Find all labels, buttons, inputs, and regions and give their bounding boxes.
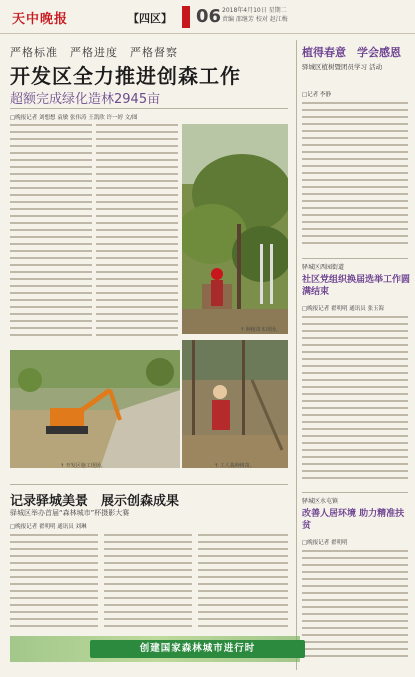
lead-subhead: 超额完成绿化造林2945亩: [10, 92, 161, 107]
section-label: 【四区】: [128, 12, 172, 25]
story2-title: 社区党组织换届选举工作圆满结束: [302, 275, 411, 297]
lead-headline: 开发区全力推进创森工作: [10, 64, 241, 88]
story1-title: 植得春意 学会感恩: [302, 46, 401, 59]
section2-byline: □晚报记者 翟明明 通讯员 刘琳: [10, 524, 87, 530]
newspaper-logo: 天中晚报: [12, 12, 69, 27]
story3-kicker: 驿城区水屯镇: [302, 498, 339, 505]
photo-workers: [182, 340, 288, 468]
divider: [10, 484, 288, 485]
date-line: 2018年4月10日 星期二 责编 邵继芳 校对 赵江梅: [222, 7, 288, 23]
story3-body: [302, 550, 408, 668]
divider: [302, 492, 408, 493]
divider: [10, 108, 288, 109]
lead-kicker: 严格标准 严格进度 严格督察: [10, 46, 178, 59]
story2-body: [302, 316, 408, 486]
column-divider: [296, 40, 297, 670]
section2-title: 记录驿城美景 展示创森成果: [10, 494, 180, 509]
story3-byline: □晚报记者 翟明明: [302, 540, 348, 546]
section2-body-col1: [10, 534, 98, 634]
story1-subtitle: 驿城区植树暨团员学习 活动: [302, 63, 383, 71]
story1-body: [302, 102, 408, 252]
story3-title: 改善人居环境 助力精准扶贫: [302, 509, 405, 531]
masthead-red-bar: [182, 6, 190, 28]
story2-byline: □晚报记者 翟明明 通讯员 张玉海: [302, 306, 384, 312]
lead-body-col2: [96, 124, 178, 344]
photo2-caption: ↑ 工人栽种树苗。: [214, 463, 255, 469]
masthead: [0, 0, 415, 34]
section2-body-col2: [104, 534, 192, 634]
campaign-banner: 创建国家森林城市进行时: [90, 640, 305, 658]
lead-byline: □晚报记者 刘想想 袁敏 张伟涛 王凯欣 许一婷 文/图: [10, 115, 138, 121]
story2-kicker: 驿城区西园街道: [302, 264, 345, 271]
lead-body-col1: [10, 124, 92, 344]
photo3-caption: ↑ 开发区施工现场。: [60, 463, 106, 469]
photo1-caption: ↑ 种植苗木现场。: [240, 327, 281, 333]
photo-tree-planting: [182, 124, 288, 334]
section2-body-col3: [198, 534, 288, 634]
story1-byline: □记者 李静: [302, 92, 331, 98]
page-number: 06: [196, 6, 222, 27]
divider: [302, 258, 408, 259]
section2-subtitle: 驿城区举办首届“森林城市”杯摄影大赛: [10, 509, 130, 517]
photo-excavator: [10, 350, 180, 468]
